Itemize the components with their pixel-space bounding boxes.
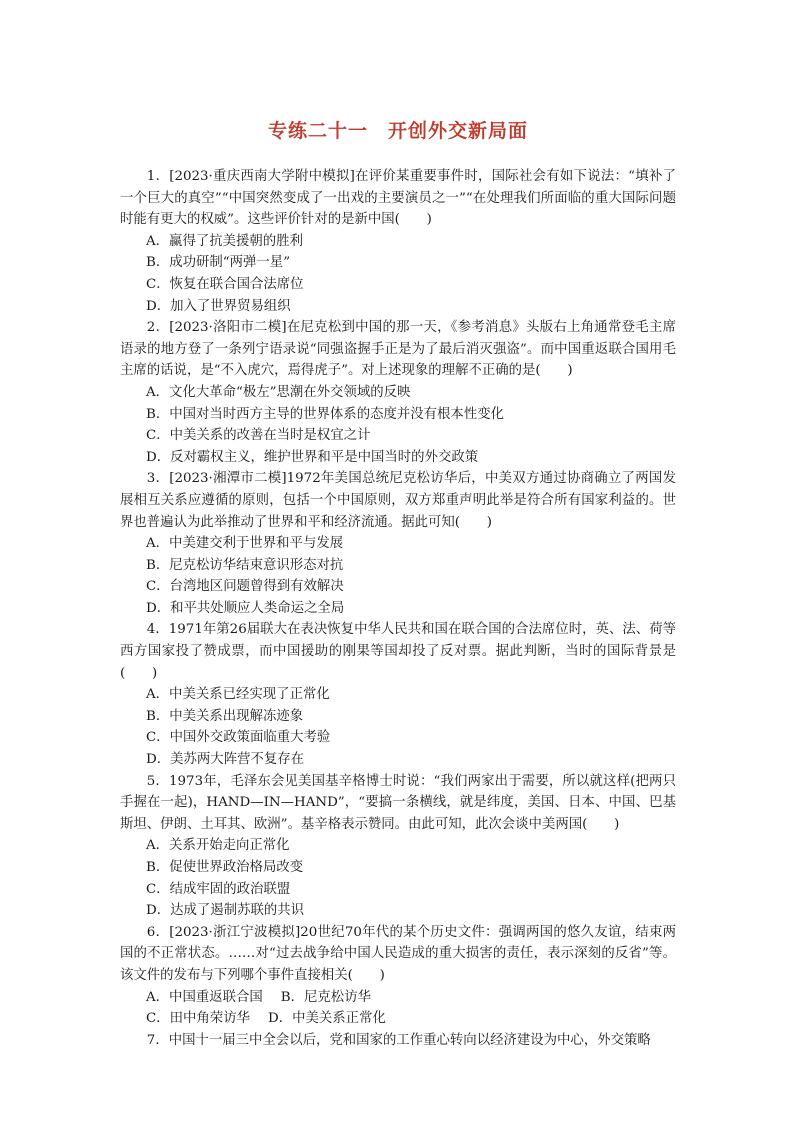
- question-6: [120, 922, 676, 1030]
- option-b: B．中美关系出现解冻迹象: [146, 708, 304, 724]
- question-stem: 7．中国十一届三中全会以后，党和国家的工作重心转向以经济建设为中心，外交策略: [146, 1032, 651, 1048]
- question-stem: 1．[2023·重庆西南大学附中模拟]在评价某重要事件时，国际社会有如下说法：“填补了一个巨大的真空”“中国突然变成了一出戏的主要演员之一”“在处理我们所面临的重大国际问题时能有更大的权威”。这些评价针对的是新中国( ): [120, 169, 676, 228]
- question-3: [120, 468, 676, 619]
- option-row: [120, 1008, 676, 1030]
- question-stem: 6．[2023·浙江宁波模拟]20世纪70年代的某个历史文件：强调两国的悠久友谊，结束两国的不正常状态。……对“过去战争给中国人民造成的重大损害的责任，表示深刻的反省”等。该文件的发布与下列哪个事件直接相关( ): [120, 924, 676, 983]
- question-stem: 2．[2023·洛阳市二模]在尼克松到中国的那一天，《参考消息》头版右上角通常登毛主席语录的地方登了一条列宁语录说“同强盗握手正是为了最后消灭强盗”。而中国重返联合国用毛主席的话说，是“不入虎穴，焉得虎子”。对上述现象的理解不正确的是( ): [120, 320, 676, 379]
- option-b: B．尼克松访华结束意识形态对抗: [146, 557, 344, 573]
- option-d: D．和平共处顺应人类命运之全局: [146, 600, 345, 616]
- option-d: D．加入了世界贸易组织: [146, 298, 291, 314]
- option-b: B．中国对当时西方主导的世界体系的态度并没有根本性变化: [146, 406, 504, 422]
- option-c: C．中国外交政策面临重大考验: [146, 730, 331, 746]
- question-1: [120, 166, 676, 317]
- option-b: B．成功研制“两弹一星”: [146, 255, 291, 271]
- option-d: D．反对霸权主义，维护世界和平是中国当时的外交政策: [146, 449, 479, 465]
- question-stem: 5．1973年，毛泽东会见美国基辛格博士时说：“我们两家出于需要，所以就这样(把两只手握在一起)，HAND—IN—HAND”，“要搞一条横线，就是纬度，美国、日本、中国、巴基斯坦、伊朗、土耳其、欧洲”。基辛格表示赞同。由此可知，此次会谈中美两国( ): [120, 773, 676, 832]
- option-c: C．中美关系的改善在当时是权宜之计: [146, 428, 371, 444]
- question-stem: 4．1971年第26届联大在表决恢复中华人民共和国在联合国的合法席位时，英、法、荷等西方国家投了赞成票，而中国援助的刚果等国却投了反对票。据此判断，当时的国际背景是( ): [120, 622, 676, 681]
- option-b: B．尼克松访华: [280, 989, 371, 1005]
- option-d: D．中美关系正常化: [267, 1011, 386, 1027]
- option-c: C．田中角荣访华: [146, 1011, 250, 1027]
- option-a: A．中美建交利于世界和平与发展: [146, 536, 344, 552]
- question-7: [120, 1030, 676, 1052]
- option-d: D．达成了遏制苏联的共识: [146, 903, 305, 919]
- option-row: [120, 987, 676, 1009]
- question-stem: 3．[2023·湘潭市二模]1972年美国总统尼克松访华后，中美双方通过协商确立了两国发展相互关系应遵循的原则，包括一个中国原则，双方郑重声明此举是符合所有国家利益的。世界也普遍认为此举推动了世界和平和经济流通。据此可知( ): [120, 471, 676, 530]
- option-c: C．结成牢固的政治联盟: [146, 881, 291, 897]
- document-page: [120, 118, 676, 1051]
- option-a: A．中国重返联合国: [146, 989, 263, 1005]
- option-c: C．台湾地区问题曾得到有效解决: [146, 579, 344, 595]
- option-a: A．中美关系已经实现了正常化: [146, 687, 330, 703]
- option-a: A．文化大革命“极左”思潮在外交领域的反映: [146, 384, 411, 400]
- option-b: B．促使世界政治格局改变: [146, 860, 304, 875]
- option-c: C．恢复在联合国合法席位: [146, 276, 304, 292]
- question-2: [120, 317, 676, 468]
- option-a: A．关系开始走向正常化: [146, 838, 290, 854]
- option-a: A．赢得了抗美援朝的胜利: [146, 233, 303, 249]
- page-title: 专练二十一 开创外交新局面: [267, 120, 528, 142]
- question-4: [120, 619, 676, 770]
- option-d: D．美苏两大阵营不复存在: [146, 752, 305, 768]
- question-5: [120, 771, 676, 922]
